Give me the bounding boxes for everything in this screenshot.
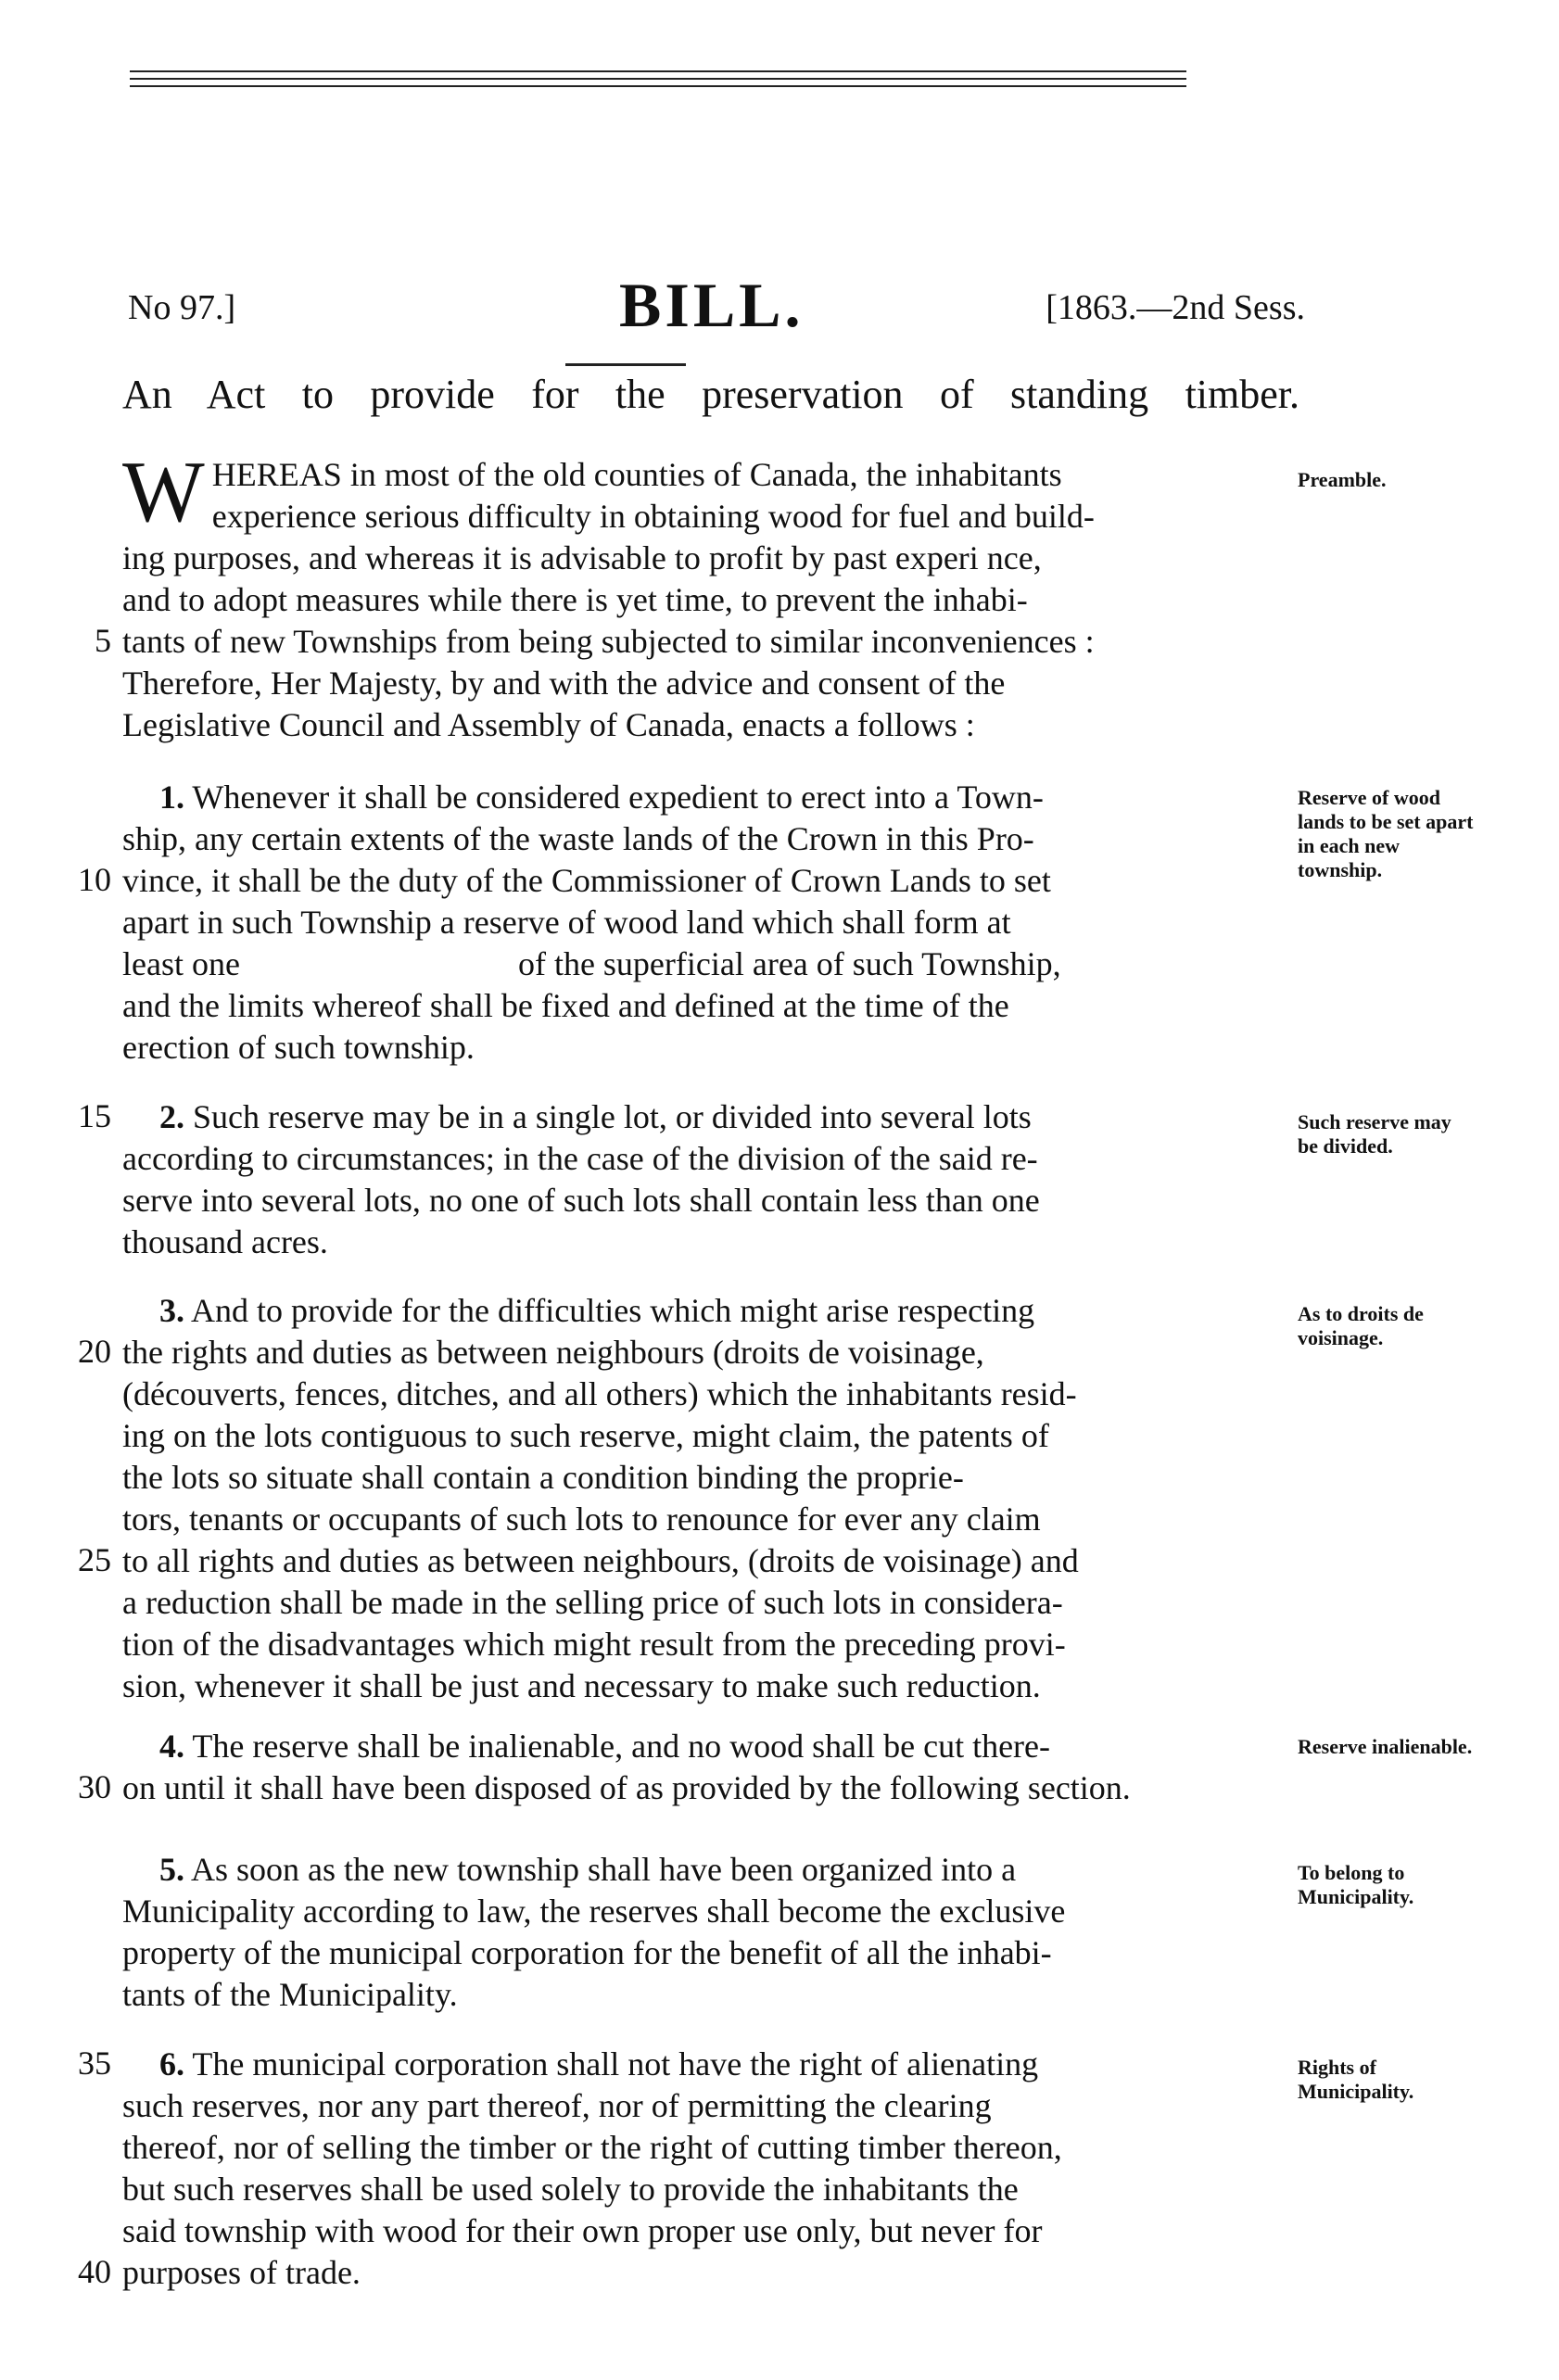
section-4-line-2: on until it shall have been disposed of as provided by the following section. bbox=[122, 1769, 1131, 1806]
section-5-line-2: Municipality according to law, the reserves shall become the exclusive bbox=[122, 1893, 1066, 1930]
preamble-line-3: ing purposes, and whereas it is advisable to profit by past experi nce, bbox=[122, 539, 1042, 576]
section-1 bbox=[122, 777, 1292, 1069]
document-type: BILL. bbox=[619, 270, 805, 340]
line-number-25: 25 bbox=[78, 1541, 111, 1578]
section-3-line-4: ing on the lots contiguous to such reserve, might claim, the patents of bbox=[122, 1417, 1049, 1454]
section-5-line-1: 5. As soon as the new township shall have been organized into a bbox=[159, 1851, 1017, 1888]
section-6-line-2: such reserves, nor any part thereof, nor of permitting the clearing bbox=[122, 2087, 992, 2124]
section-1-line-5: least one of the superficial area of such Township, bbox=[122, 945, 1061, 982]
section-number: 6. bbox=[159, 2045, 184, 2082]
margin-note-section-5: To belong to Municipality. bbox=[1298, 1861, 1414, 1908]
section-3-line-8: a reduction shall be made in the selling price of such lots in considera- bbox=[122, 1584, 1063, 1621]
section-2 bbox=[122, 1096, 1292, 1263]
section-6-line-4: but such reserves shall be used solely to provide the inhabitants the bbox=[122, 2171, 1019, 2208]
section-4 bbox=[122, 1726, 1292, 1809]
section-3-line-5: the lots so situate shall contain a condition binding the proprie- bbox=[122, 1459, 964, 1496]
line-number-40: 40 bbox=[78, 2253, 111, 2290]
bill-header bbox=[128, 269, 1305, 352]
section-6-line-3: thereof, nor of selling the timber or the right of cutting timber thereon, bbox=[122, 2129, 1062, 2166]
section-2-line-3: serve into several lots, no one of such lots shall contain less than one bbox=[122, 1182, 1040, 1219]
preamble-line-6: Therefore, Her Majesty, by and with the advice and consent of the bbox=[122, 665, 1006, 702]
preamble-line-7: Legislative Council and Assembly of Canada, enacts a follows : bbox=[122, 706, 975, 743]
section-6-line-1: 6. The municipal corporation shall not have the right of alienating bbox=[159, 2045, 1039, 2082]
line-number-35: 35 bbox=[78, 2045, 111, 2082]
margin-note-preamble: Preamble. bbox=[1298, 468, 1387, 491]
margin-note-section-6: Rights of Municipality. bbox=[1298, 2056, 1414, 2103]
top-rule-2 bbox=[130, 78, 1186, 80]
section-3-line-7: to all rights and duties as between neighbours, (droits de voisinage) and bbox=[122, 1542, 1079, 1579]
section-number: 1. bbox=[159, 779, 184, 816]
section-1-line-4: apart in such Township a reserve of wood land which shall form at bbox=[122, 904, 1011, 941]
section-2-line-2: according to circumstances; in the case of the division of the said re- bbox=[122, 1140, 1038, 1177]
section-number: 2. bbox=[159, 1098, 184, 1135]
section-3-line-2: the rights and duties as between neighbours (droits de voisinage, bbox=[122, 1334, 984, 1371]
section-3 bbox=[122, 1290, 1292, 1707]
act-title: An Act to provide for the preservation of standing timber. bbox=[122, 372, 1299, 417]
top-rule-3 bbox=[130, 85, 1186, 87]
preamble-line-2: experience serious difficulty in obtaining wood for fuel and build- bbox=[211, 498, 1095, 535]
section-number: 3. bbox=[159, 1292, 184, 1329]
section-1-line-1: 1. Whenever it shall be considered expedient to erect into a Town- bbox=[159, 779, 1044, 816]
section-6-line-5: said township with wood for their own proper use only, but never for bbox=[122, 2212, 1043, 2249]
section-6-line-6: purposes of trade. bbox=[122, 2254, 361, 2291]
bill-number: No 97.] bbox=[128, 288, 236, 327]
line-number-20: 20 bbox=[78, 1333, 111, 1370]
section-4-line-1: 4. The reserve shall be inalienable, and no wood shall be cut there- bbox=[159, 1728, 1051, 1765]
section-3-line-1: 3. And to provide for the difficulties which might arise respecting bbox=[159, 1292, 1035, 1329]
margin-note-section-3: As to droits de voisinage. bbox=[1298, 1302, 1424, 1349]
section-2-line-4: thousand acres. bbox=[122, 1223, 328, 1260]
section-1-line-6: and the limits whereof shall be fixed and defined at the time of the bbox=[122, 987, 1009, 1024]
line-number-5: 5 bbox=[95, 622, 111, 659]
section-5-line-3: property of the municipal corporation for the benefit of all the inhabi- bbox=[122, 1934, 1052, 1971]
preamble-line-5: tants of new Townships from being subjected to similar inconveniences : bbox=[122, 623, 1095, 660]
session-label: [1863.—2nd Sess. bbox=[1046, 288, 1305, 327]
section-3-line-3: (découverts, fences, ditches, and all others) which the inhabitants resid- bbox=[122, 1375, 1077, 1412]
section-3-line-10: sion, whenever it shall be just and necessary to make such reduction. bbox=[122, 1667, 1041, 1704]
margin-note-section-1: Reserve of wood lands to be set apart in each new township. bbox=[1298, 786, 1474, 881]
line-number-15: 15 bbox=[78, 1097, 111, 1134]
margin-note-section-2: Such reserve may be divided. bbox=[1298, 1110, 1451, 1158]
dropcap-letter: W bbox=[122, 444, 205, 540]
section-number: 4. bbox=[159, 1728, 184, 1765]
section-1-line-7: erection of such township. bbox=[122, 1029, 475, 1066]
line-number-30: 30 bbox=[78, 1768, 111, 1805]
section-6 bbox=[122, 2044, 1292, 2294]
section-5-line-4: tants of the Municipality. bbox=[122, 1976, 458, 2013]
title-rule bbox=[565, 363, 686, 366]
section-3-line-9: tion of the disadvantages which might result from the preceding provi- bbox=[122, 1626, 1066, 1663]
preamble bbox=[122, 444, 1292, 746]
section-1-line-2: ship, any certain extents of the waste lands of the Crown in this Pro- bbox=[122, 820, 1034, 857]
section-number: 5. bbox=[159, 1851, 184, 1888]
section-5 bbox=[122, 1849, 1292, 2016]
preamble-line-1: HEREAS in most of the old counties of Canada, the inhabitants bbox=[211, 456, 1062, 493]
section-1-line-3: vince, it shall be the duty of the Commissioner of Crown Lands to set bbox=[122, 862, 1051, 899]
section-3-line-6: tors, tenants or occupants of such lots to renounce for ever any claim bbox=[122, 1500, 1041, 1538]
margin-note-section-4: Reserve inalienable. bbox=[1298, 1735, 1473, 1758]
line-number-10: 10 bbox=[78, 861, 111, 898]
section-2-line-1: 2. Such reserve may be in a single lot, or divided into several lots bbox=[159, 1098, 1032, 1135]
top-rule-1 bbox=[130, 70, 1186, 72]
preamble-line-4: and to adopt measures while there is yet time, to prevent the inhabi- bbox=[122, 581, 1028, 618]
